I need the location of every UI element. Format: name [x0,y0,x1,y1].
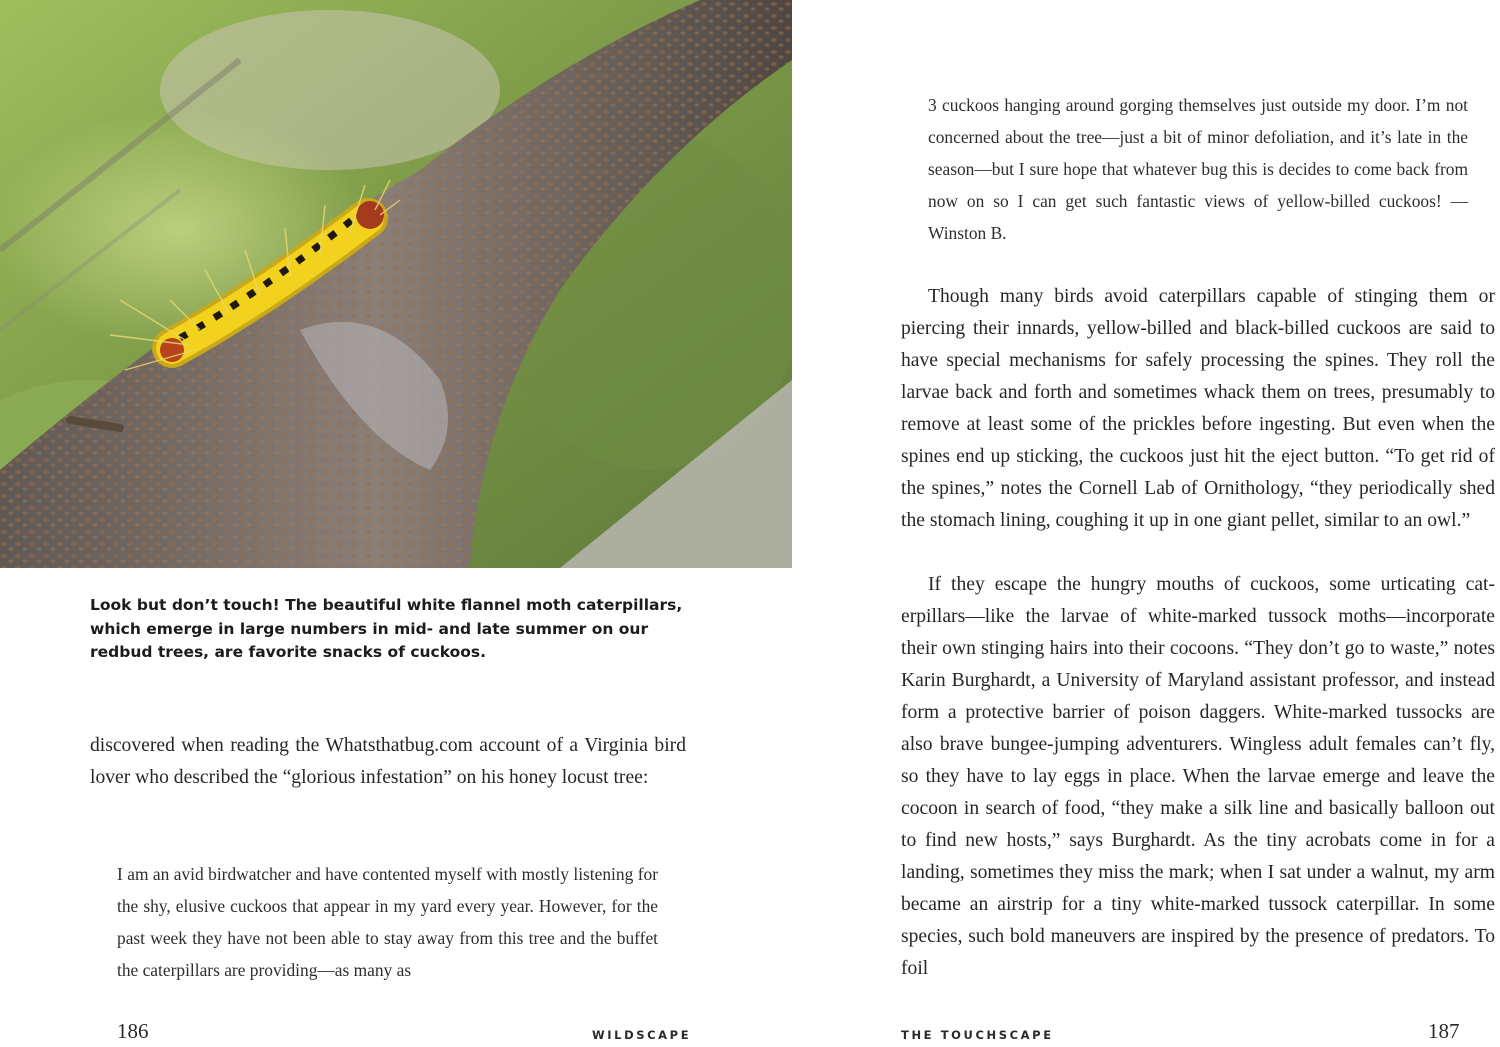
body-paragraph: discovered when reading the Whatsthatbug.com account of a Virginia bird lover who described the “glorious infestation” on his honey locust tree: [90,735,686,788]
body-paragraph: If they escape the hungry mouths of cuckoos, some urticating caterpillars—like the larvae of white-marked tussock moths—incorporate their own stinging hairs into their cocoons. “They don’t go to waste,” notes Karin Burghardt, a University of Maryland assistant professor, and instead form a protective barrier of poison daggers. White-marked tussocks are also brave bungee-jumping adventurers. Wingless adult females can’t fly, so they have to lay eggs in place. When the larvae emerge and leave the cocoon in search of food, “they make a silk line and basically balloon out to find new hosts,” says Burghardt. As the tiny acrobats come in for a landing, sometimes they miss the mark; when I sat under a walnut, my arm became an airstrip for a tiny white-marked tussock caterpillar. In some species, such bold maneuvers are inspired by the presence of predators. To foil [901,574,1495,979]
body-paragraph: Though many birds avoid caterpillars capable of stinging them or piercing their innards, yellow-billed and black-billed cuckoos are said to have special mechanisms for safely processing the spines. They roll the larvae back and forth and sometimes whack them on trees, presumably to remove at least some of the prickles before ingesting. But even when the spines end up sticking, the cuckoos just hit the eject button. “To get rid of the spines,” notes the Cornell Lab of Ornithology, “they periodically shed the stomach lining, coughing it up in one giant pellet, similar to an owl.” [901,286,1495,531]
block-quote: I am an avid birdwatcher and have contented myself with mostly listening for the shy, elusive cuckoos that appear in my yard every year. However, for the past week they have not been able to stay away from this tree and the buffet the caterpillars are providing—as many as [117,864,658,980]
block-quote-continued: 3 cuckoos hanging around gorging themselves just outside my door. I’m not concerned about the tree—just a bit of minor defoliation, and it’s late in the season—but I sure hope that whatever bug this is decides to come back from now on so I can get such fantastic views of yellow-billed cuckoos! —Winston B. [928,95,1468,243]
running-head-left: WILDSCAPE [592,1028,692,1042]
page-number-right: 187 [1428,1019,1460,1043]
photo-caption: Look but don’t touch! The beautiful white flannel moth caterpillars, which emerge in large numbers in mid- and late summer on our redbud trees, are favorite snacks of cuckoos. [90,596,683,661]
running-head-right: THE TOUCHSCAPE [901,1028,1054,1042]
caterpillar-photo [0,0,792,568]
page-number-left: 186 [117,1019,149,1043]
